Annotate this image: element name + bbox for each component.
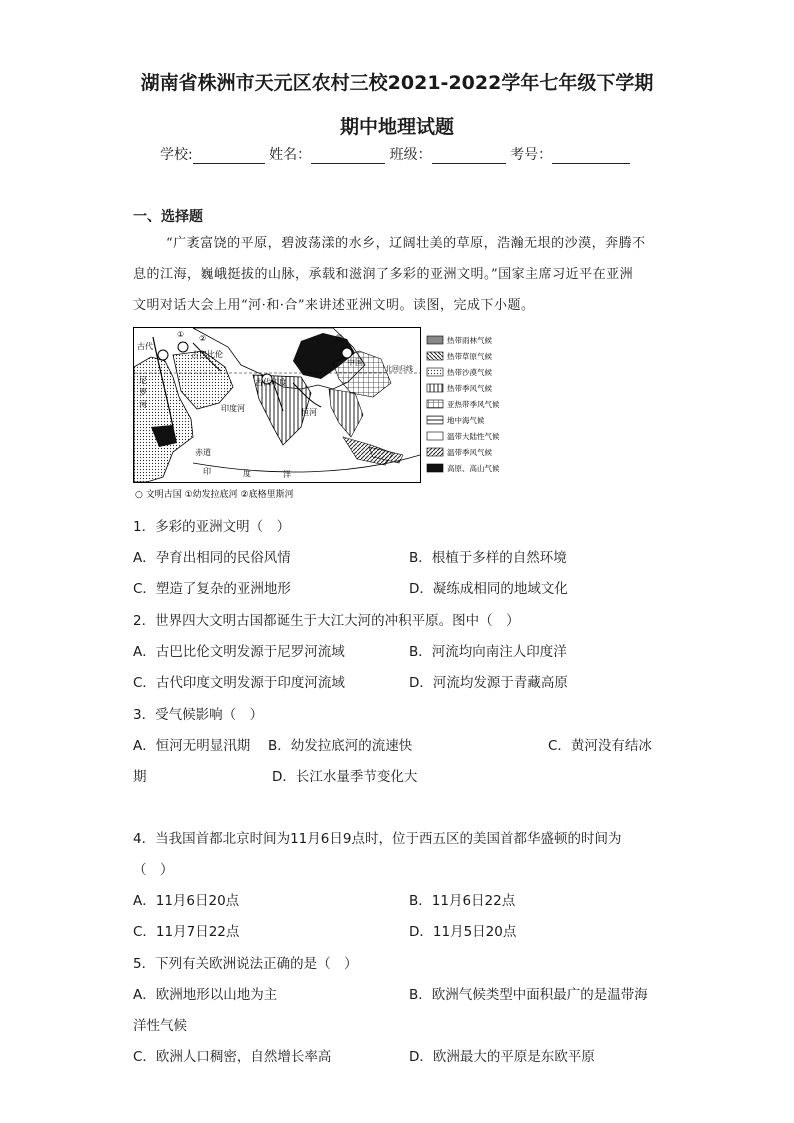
question-4-stem: 4．当我国首都北京时间为11月6日9点时，位于西五区的美国首都华盛顿的时间为 <box>133 831 622 847</box>
question-4-stem-cont: （ ） <box>133 862 174 878</box>
question-1-option-a[interactable]: A．孕育出相同的民俗风情 <box>133 550 291 566</box>
map-label-nile-b: 罗 <box>139 388 147 397</box>
legend-item: 温带季风气候 <box>447 448 492 457</box>
civilization-marker-china <box>342 348 352 358</box>
question-1-option-c[interactable]: C．塑造了复杂的亚洲地形 <box>133 581 291 597</box>
name-label: 姓名： <box>269 147 312 163</box>
section-heading: 一、选择题 <box>133 209 203 225</box>
map-label-indus: 印度河 <box>221 404 245 413</box>
exam-title-line1: 湖南省株洲市天元区农村三校2021-2022学年七年级下学期 <box>140 72 654 94</box>
legend-item: 高原、高山气候 <box>447 464 500 473</box>
student-info-row <box>160 144 630 164</box>
question-5-option-a[interactable]: A．欧洲地形以山地为主 <box>133 987 278 1003</box>
map-label-equator: 赤道 <box>195 448 211 457</box>
question-5-option-b-wrap: 洋性气候 <box>133 1018 187 1034</box>
civilization-marker-babylon <box>178 342 188 352</box>
asia-climate-map <box>133 327 536 502</box>
question-2-option-b[interactable]: B．河流均向南注人印度洋 <box>409 644 567 660</box>
civilization-marker-egypt <box>158 350 168 360</box>
map-label-huang: 黄 <box>335 334 343 343</box>
map-legend <box>427 335 500 473</box>
map-label-gudai: 古代 <box>137 342 153 351</box>
question-3-option-c[interactable]: C．黄河没有结冰 <box>548 738 652 754</box>
question-4-option-d[interactable]: D．11月5日20点 <box>409 924 517 940</box>
map-label-ocean-1: 印 <box>203 467 211 476</box>
question-3-stem: 3．受气候影响（ ） <box>133 707 264 723</box>
question-2-option-a[interactable]: A．古巴比伦文明发源于尼罗河流域 <box>133 644 345 660</box>
number-blank <box>552 149 630 164</box>
passage-line3: 文明对话大会上用“河·和·合”来讲述亚洲文明。读图，完成下小题。 <box>133 298 535 313</box>
question-1-option-d[interactable]: D．凝练成相同的地域文化 <box>409 581 568 597</box>
map-label-ancient-india: 古代印度 <box>255 378 287 387</box>
school-label: 学校: <box>160 147 193 163</box>
map-label-china: 中国 <box>347 358 363 367</box>
map-label-num2: ② <box>199 334 207 343</box>
question-1-stem: 1．多彩的亚洲文明（ ） <box>133 519 291 535</box>
legend-item: 温带大陆性气候 <box>447 432 500 441</box>
question-2-option-c[interactable]: C．古代印度文明发源于印度河流域 <box>133 675 345 691</box>
question-1-option-b[interactable]: B．根植于多样的自然环境 <box>409 550 567 566</box>
question-4-option-b[interactable]: B．11月6日22点 <box>409 893 516 909</box>
question-5-option-c[interactable]: C．欧洲人口稠密，自然增长率高 <box>133 1049 332 1065</box>
map-label-ocean-2: 度 <box>243 469 251 478</box>
question-3-option-d[interactable]: D．长江水量季节变化大 <box>272 769 418 785</box>
map-label-nile-c: 河 <box>139 400 147 409</box>
map-caption: ○ 文明古国 ①幼发拉底河 ②底格里斯河 <box>135 490 294 500</box>
question-5-option-d[interactable]: D．欧洲最大的平原是东欧平原 <box>409 1049 595 1065</box>
map-label-nile-a: 尼 <box>139 376 147 385</box>
class-blank <box>432 149 506 164</box>
map-label-num1: ① <box>177 330 185 339</box>
exam-title-line2: 期中地理试题 <box>339 116 454 138</box>
question-5-option-b[interactable]: B．欧洲气候类型中面积最广的是温带海 <box>409 987 648 1003</box>
legend-item: 热带季风气候 <box>447 384 492 393</box>
legend-item: 地中海气候 <box>447 416 485 425</box>
number-label: 考号： <box>510 147 553 163</box>
class-label: 班级： <box>389 147 432 163</box>
question-4-option-a[interactable]: A．11月6日20点 <box>133 893 240 909</box>
school-blank <box>193 149 265 164</box>
question-3-option-c-wrap: 期 <box>133 769 147 785</box>
question-5-stem: 5．下列有关欧洲说法正确的是（ ） <box>133 956 358 972</box>
legend-item: 热带雨林气候 <box>447 336 492 345</box>
map-label-tropic: 北回归线 <box>385 365 413 373</box>
question-4-option-c[interactable]: C．11月7日22点 <box>133 924 240 940</box>
passage-line1: “广袤富饶的平原，碧波荡漾的水乡，辽阔壮美的草原，浩瀚无垠的沙漠，奔腾不 <box>166 236 646 251</box>
legend-item: 热带草原气候 <box>447 352 492 361</box>
question-3-option-b[interactable]: B．幼发拉底河的流速快 <box>268 738 413 754</box>
legend-item: 热带沙漠气候 <box>447 368 492 377</box>
question-2-stem: 2．世界四大文明古国都诞生于大江大河的冲积平原。图中（ ） <box>133 613 520 629</box>
map-label-ocean-3: 洋 <box>283 470 291 479</box>
question-3-option-a[interactable]: A．恒河无明显汛期 <box>133 738 251 754</box>
question-2-option-d[interactable]: D．河流均发源于青藏高原 <box>409 675 568 691</box>
passage-line2: 息的江海，巍峨挺拔的山脉，承载和滋润了多彩的亚洲文明。”国家主席习近平在亚洲 <box>133 267 634 282</box>
map-label-ganges: 恒河 <box>301 408 317 417</box>
legend-item: 亚热带季风气候 <box>447 400 500 409</box>
name-blank <box>311 149 385 164</box>
map-label-babylon: 古巴比伦 <box>191 350 223 359</box>
